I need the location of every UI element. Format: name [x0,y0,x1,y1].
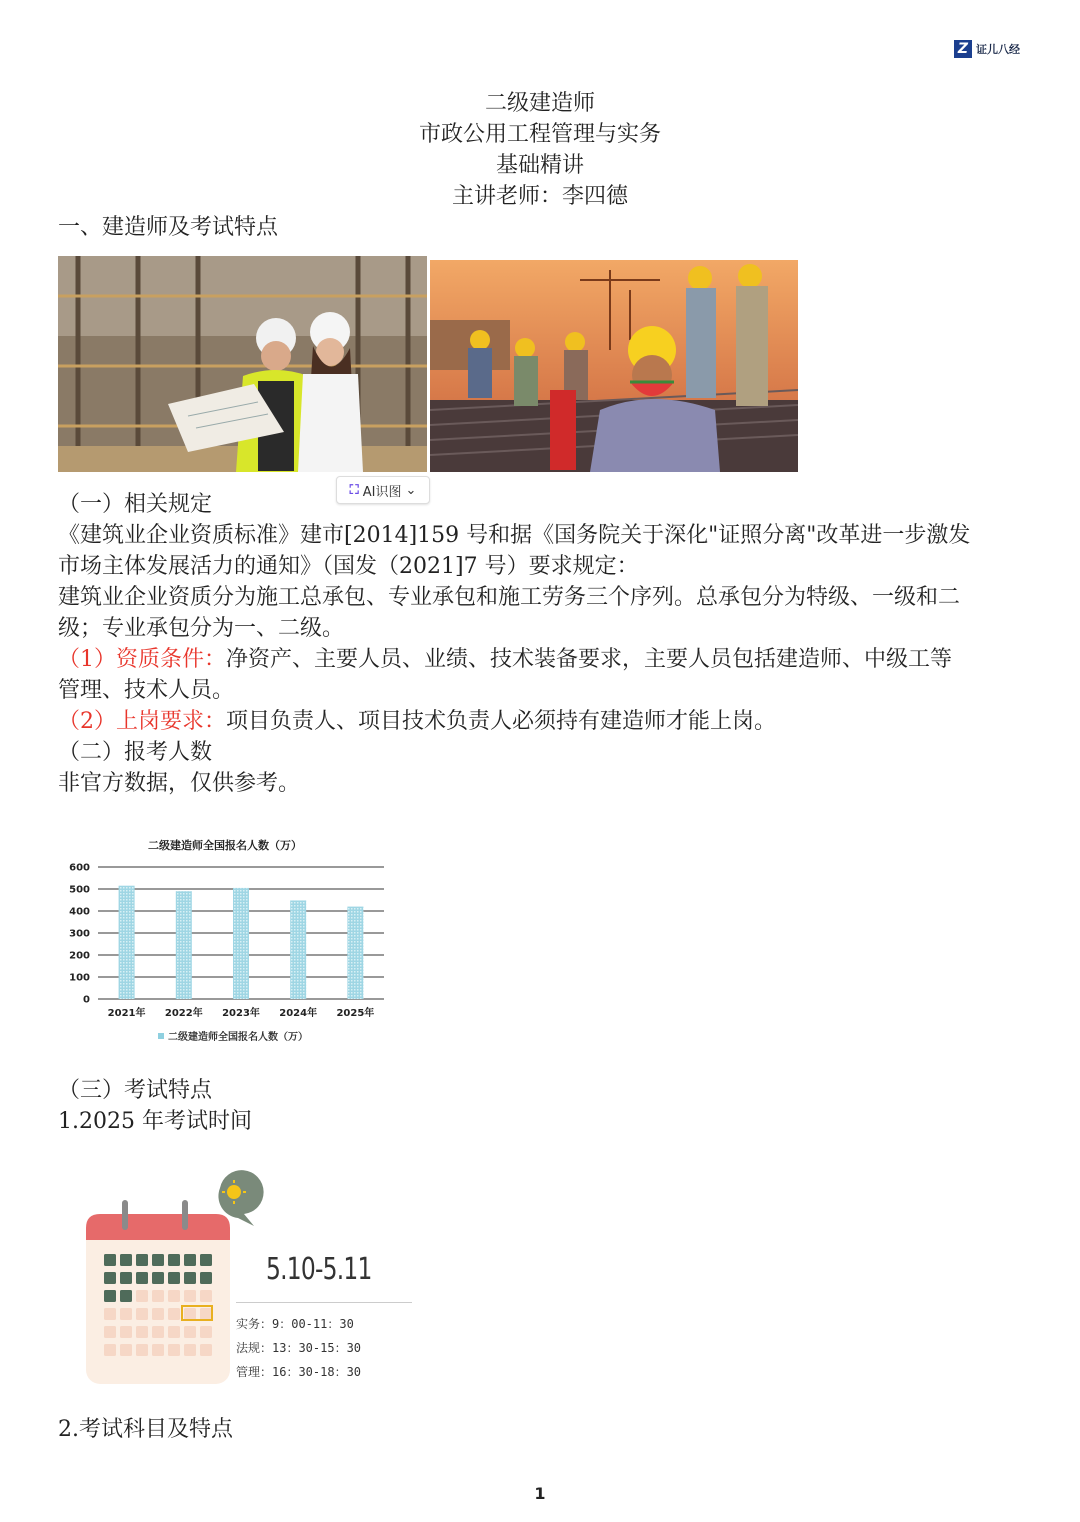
bar [347,907,363,999]
item-qualification-label: （1）资质条件： [58,647,226,672]
construction-engineers-photo [58,256,427,472]
title-line-4: 主讲老师：李四德 [451,184,628,209]
bar [233,888,249,999]
bar [176,891,192,999]
calendar-day-cell [152,1290,164,1302]
chevron-down-icon: ⌄ [405,482,417,498]
calendar-day-cell [120,1272,132,1284]
chart-title: 二级建造师全国报名人数（万） [148,839,302,852]
chart-svg [60,830,400,1050]
paragraph-2-line-2: 级；专业承包分为一、二级。 [58,616,345,641]
calendar-day-cell [168,1254,180,1266]
y-tick-label: 600 [69,862,90,874]
exam-date: 5.10-5.11 [266,1252,372,1287]
calendar-day-cell [120,1308,132,1320]
calendar-day-cell [200,1308,212,1320]
legend-label: 二级建造师全国报名人数（万） [168,1032,308,1043]
x-tick-label: 2021年 [107,1008,146,1019]
calendar-day-cell [104,1290,116,1302]
calendar-day-cell [200,1326,212,1338]
calendar-day-cell [136,1290,148,1302]
ai-scan-icon: ⛶ [349,482,359,498]
calendar-ring-right [182,1200,188,1230]
page-number: 1 [534,1484,546,1503]
calendar-day-cell [184,1254,196,1266]
item-exam-subjects: 2.考试科目及特点 [58,1417,233,1442]
calendar-day-cell [184,1308,196,1320]
calendar-day-cell [120,1254,132,1266]
y-tick-label: 300 [69,928,90,940]
ai-button-label: AI识图 [362,484,402,500]
item-post-requirement-label: （2）上岗要求： [58,709,226,734]
calendar-day-cell [168,1290,180,1302]
y-tick-label: 100 [69,972,90,984]
calendar-day-cell [152,1344,164,1356]
calendar-day-cell [200,1272,212,1284]
applicants-bar-chart [60,830,400,1050]
logo-text: 证儿八经 [976,43,1020,56]
x-tick-label: 2023年 [222,1008,260,1019]
paragraph-1-line-2: 市场主体发展活力的通知》（国发（2021]7 号）要求规定： [58,554,639,579]
subheading-exam-features: （三）考试特点 [58,1078,213,1103]
calendar-day-cell [120,1326,132,1338]
item-qualification [58,644,1028,675]
document-titles [0,88,1080,212]
calendar-day-cell [136,1344,148,1356]
sun-icon [227,1185,241,1199]
calendar-day-cell [120,1290,132,1302]
legend-swatch [158,1033,164,1039]
bar [290,900,306,999]
x-tick-label: 2025年 [336,1008,375,1019]
x-tick-label: 2022年 [164,1008,203,1019]
calendar-ring-left [122,1200,128,1230]
calendar-day-cell [200,1290,212,1302]
calendar-day-cell [104,1254,116,1266]
title-line-2: 市政公用工程管理与实务 [418,122,661,147]
calendar-day-cell [104,1326,116,1338]
title-line-1: 二级建造师 [484,91,595,116]
item-qualification-text: 净资产、主要人员、业绩、技术装备要求，主要人员包括建造师、中级工等 [226,647,953,672]
workers-eating-watermelon-photo [430,260,798,472]
item-post-requirement [58,706,1028,737]
calendar-day-cell [168,1272,180,1284]
calendar-header [86,1214,230,1240]
subheading-applicants: （二）报考人数 [58,740,213,765]
item-qualification-line-2: 管理、技术人员。 [58,678,235,703]
paragraph-1-line-1: 《建筑业企业资质标准》建市[2014]159 号和据《国务院关于深化"证照分离"改革进一步激发 [58,523,971,548]
calendar-day-cell [184,1290,196,1302]
calendar-day-cell [136,1326,148,1338]
calendar-day-cell [104,1308,116,1320]
calendar-day-cell [136,1254,148,1266]
unofficial-data-note: 非官方数据，仅供参考。 [58,771,301,796]
section-heading-1: 一、建造师及考试特点 [58,215,279,240]
calendar-day-cell [184,1326,196,1338]
calendar-day-cell [104,1272,116,1284]
y-tick-label: 400 [69,906,90,918]
item-exam-time: 1.2025 年考试时间 [58,1109,252,1134]
item-post-requirement-text: 项目负责人、项目技术负责人必须持有建造师才能上岗。 [226,709,777,734]
schedule-management: 管理：16：30-18：30 [236,1365,362,1379]
title-line-3: 基础精讲 [495,153,584,178]
calendar-day-cell [120,1344,132,1356]
x-tick-label: 2024年 [279,1008,318,1019]
calendar-day-cell [152,1272,164,1284]
schedule-law: 法规：13：30-15：30 [236,1341,362,1355]
exam-schedule [236,1312,361,1384]
schedule-practice: 实务：9：00-11：30 [236,1317,354,1331]
calendar-day-cell [168,1344,180,1356]
calendar-day-cell [168,1326,180,1338]
calendar-day-cell [184,1344,196,1356]
calendar-day-cell [184,1272,196,1284]
logo-mark: Z [954,40,972,58]
calendar-day-cell [104,1344,116,1356]
y-tick-label: 500 [69,884,90,896]
y-tick-label: 200 [69,950,90,962]
calendar-day-cell [168,1308,180,1320]
calendar-day-cell [136,1272,148,1284]
calendar-day-cell [152,1308,164,1320]
y-tick-label: 0 [83,994,90,1006]
calendar-day-cell [200,1344,212,1356]
calendar-day-cell [136,1308,148,1320]
date-divider [236,1302,412,1303]
subheading-regulations: （一）相关规定 [58,492,213,517]
calendar-day-cell [152,1254,164,1266]
paragraph-2-line-1: 建筑业企业资质分为施工总承包、专业承包和施工劳务三个序列。总承包分为特级、一级和二 [58,585,961,610]
calendar-day-cell [200,1254,212,1266]
brand-logo [954,40,1020,58]
bar [119,886,135,999]
calendar-day-cell [152,1326,164,1338]
